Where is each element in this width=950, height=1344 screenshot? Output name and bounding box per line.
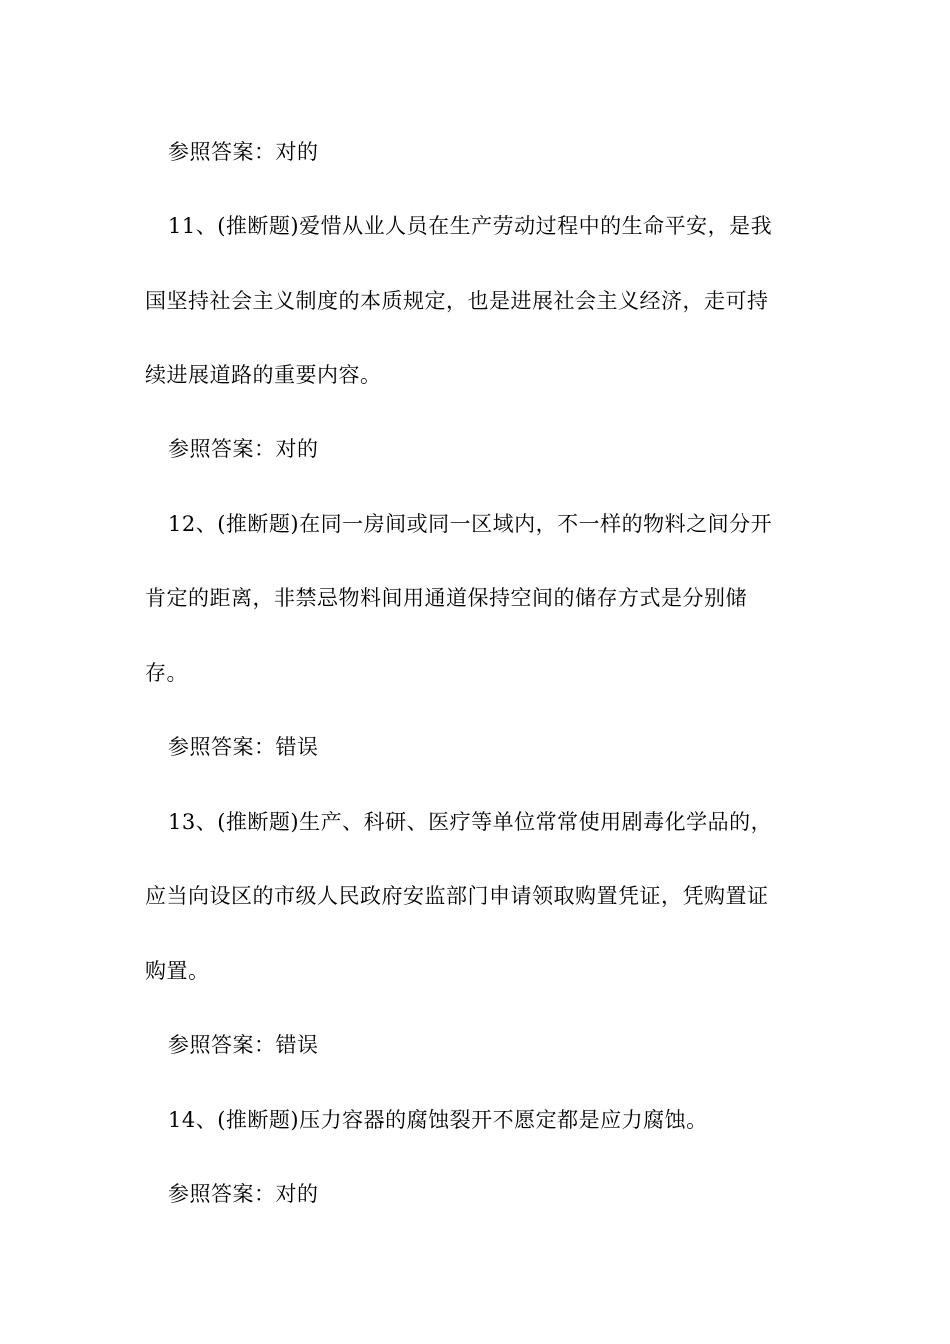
answer-line: 参照答案：对的 [168,437,319,461]
question-12-line-2: 肯定的距离，非禁忌物料间用通道保持空间的储存方式是分别储 [145,586,747,610]
answer-line: 参照答案：错误 [168,735,319,759]
question-11-line-3: 续进展道路的重要内容。 [145,363,382,387]
question-13-line-1: 13、(推断题)生产、科研、医疗等单位常常使用剧毒化学品的， [168,810,773,834]
question-14-line-1: 14、(推断题)压力容器的腐蚀裂开不愿定都是应力腐蚀。 [168,1108,708,1132]
question-13-line-3: 购置。 [145,959,210,983]
answer-line: 参照答案：错误 [168,1033,319,1057]
question-13-line-2: 应当向设区的市级人民政府安监部门申请领取购置凭证，凭购置证 [145,884,769,908]
question-11-line-1: 11、(推断题)爱惜从业人员在生产劳动过程中的生命平安，是我 [168,214,773,238]
answer-line: 参照答案：对的 [168,140,319,164]
question-12-line-1: 12、(推断题)在同一房间或同一区域内，不一样的物料之间分开 [168,512,773,536]
question-12-line-3: 存。 [145,661,188,685]
question-11-line-2: 国坚持社会主义制度的本质规定，也是进展社会主义经济，走可持 [145,289,769,313]
answer-line: 参照答案：对的 [168,1182,319,1206]
